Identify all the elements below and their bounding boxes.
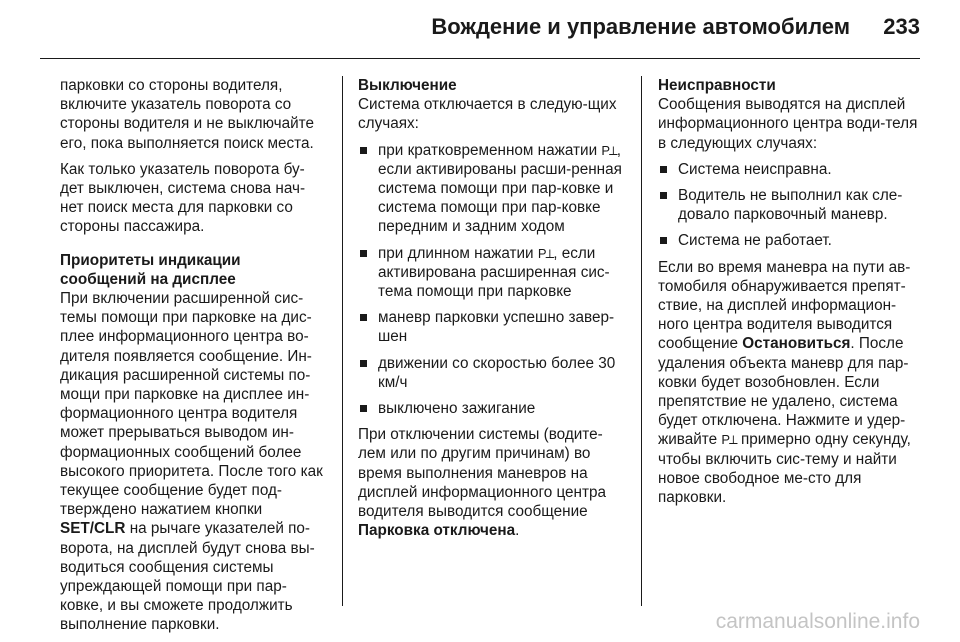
column-right	[658, 76, 926, 514]
paragraph: парковки со стороны водителя, включите указатель поворота со стороны водителя и не выключайте его, пока выполняется поиск места.	[60, 77, 314, 152]
list-item: Система не работает.	[658, 231, 926, 250]
list-item: при кратковременном нажатии P⟂, если активированы расши-ренная система помощи при пар-ковке и система помощи при пар-ковке передним и задним ходом	[358, 141, 624, 237]
section-heading: Приоритеты индикации сообщений на дисплее	[60, 251, 241, 288]
paragraph: При отключении системы (водите-лем или по другим причинам) во время выполнения маневров на дисплей информационного центра водителя выводится сообщение Парковка отключена.	[358, 426, 607, 540]
list-item: Водитель не выполнил как сле-довало парковочный маневр.	[658, 186, 926, 224]
paragraph: Сообщения выводятся на дисплей информационного центра води-теля в следующих случаях:	[658, 96, 918, 152]
header-rule	[40, 58, 920, 59]
page-title: Вождение и управление автомобилем	[431, 14, 850, 39]
message-label: Парковка отключена	[358, 522, 516, 540]
bullet-list	[358, 141, 624, 419]
park-assist-icon: P⟂	[721, 432, 737, 448]
paragraph: Система отключается в следую-щих случаях:	[358, 96, 617, 133]
paragraph: Как только указатель поворота бу-дет выключен, система снова нач-нет поиск места для парковки со стороны пассажира.	[60, 160, 306, 236]
list-item: Система неисправна.	[658, 160, 926, 179]
list-item: движении со скоростью более 30 км/ч	[358, 354, 624, 392]
column-left	[60, 76, 328, 642]
page-header	[0, 0, 960, 60]
list-item: выключено зажигание	[358, 399, 624, 418]
bullet-list	[658, 160, 926, 251]
key-label: SET/CLR	[60, 520, 126, 538]
list-item: при длинном нажатии P⟂, если активирована расширенная сис-тема помощи при парковке	[358, 244, 624, 302]
watermark: carmanualsonline.info	[715, 610, 920, 633]
column-divider	[342, 76, 343, 606]
section-heading: Выключение	[358, 77, 457, 94]
park-assist-icon: P⟂	[601, 142, 617, 158]
page-number: 233	[883, 14, 920, 39]
paragraph: Если во время маневра на пути ав-томобиля обнаруживается препят-ствие, на дисплей информацион-ного центра водителя выводится сообщение Остановиться. После удаления объекта маневр для пар-ковки будет возобновлен. Если препятствие не удалено, система будет отключена. Нажмите и удер-живайте P⟂ примерно одну секунду, чтобы включить сис-тему и найти новое свободное ме-сто для парковки.	[658, 258, 911, 507]
paragraph: При включении расширенной сис-темы помощи при парковке на дис-плее информационного центра во-дителя появляется сообщение. Ин-дикация расширенной системы по-мощи при парковке на дисплее ин-формационного центра водителя может прерываться выводом ин-формационных сообщений более высокого приоритета. После того как текущее сообщение будет под-тверждено нажатием кнопки SET/CLR на рычаге указателей по-ворота, на дисплей будут снова вы-водиться сообщения системы упреждающей помощи при пар-ковке, и вы сможете продолжить выполнение парковки.	[60, 290, 323, 634]
message-label: Остановиться	[742, 335, 851, 353]
column-middle	[358, 76, 624, 547]
park-assist-icon: P⟂	[537, 245, 554, 261]
list-item: маневр парковки успешно завер-шен	[358, 308, 624, 346]
column-divider	[641, 76, 642, 606]
section-heading: Неисправности	[658, 77, 776, 94]
